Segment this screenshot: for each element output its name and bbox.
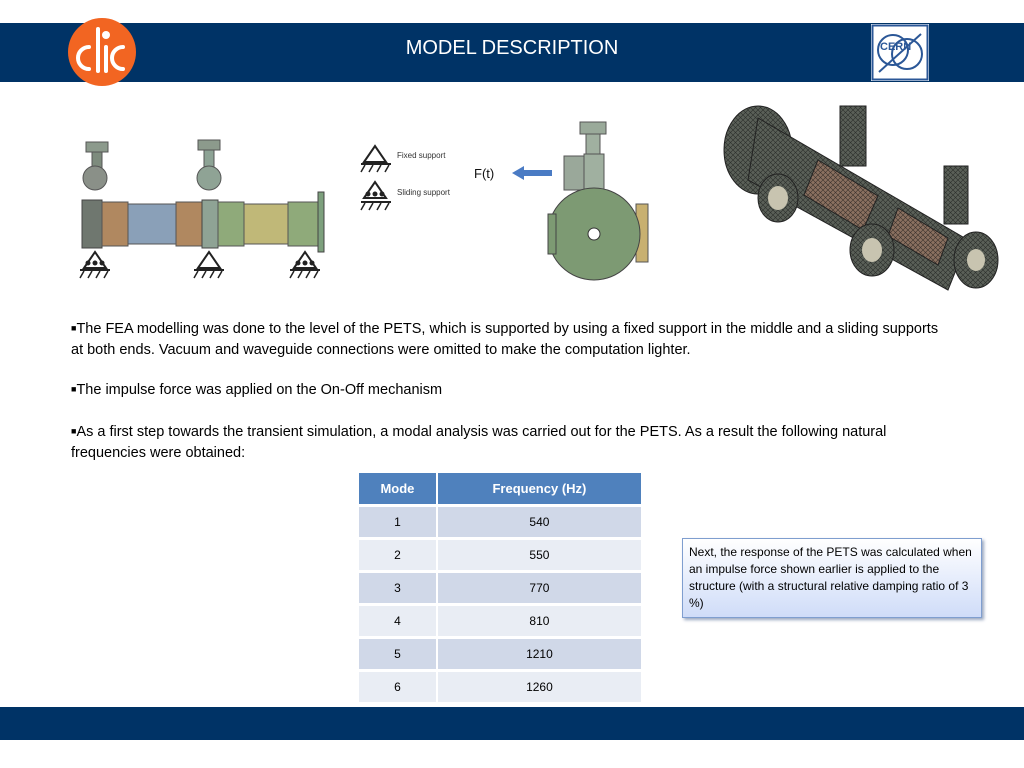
column-header-frequency: Frequency (Hz) xyxy=(437,473,641,506)
table-cell-mode: 5 xyxy=(359,638,437,671)
table-header-row xyxy=(359,473,641,506)
clic-logo xyxy=(67,17,137,87)
paragraph-fea-modelling: ■The FEA modelling was done to the level of the PETS, which is supported by using a fixed support in the middle and a sliding supports at both ends. Vacuum and waveguide connections were omitted to make the computation lighter. xyxy=(71,321,939,358)
paragraph-modal-analysis: ■As a first step towards the transient simulation, a modal analysis was carried out for the PETS. As a result the following natural frequencies were obtained: xyxy=(71,424,887,461)
table-cell-frequency: 810 xyxy=(437,605,641,638)
bullet-icon: ■ xyxy=(71,384,77,394)
legend-fixed-support: Fixed support xyxy=(397,151,446,160)
table-row xyxy=(359,506,641,539)
table-cell-mode: 1 xyxy=(359,506,437,539)
table-cell-frequency: 770 xyxy=(437,572,641,605)
table-cell-frequency: 1210 xyxy=(437,638,641,671)
table-cell-mode: 4 xyxy=(359,605,437,638)
bullet-icon: ■ xyxy=(71,323,77,333)
table-cell-mode: 3 xyxy=(359,572,437,605)
column-header-mode: Mode xyxy=(359,473,437,506)
table-row xyxy=(359,539,641,572)
legend-sliding-support: Sliding support xyxy=(397,188,450,197)
pets-side-view-figure xyxy=(74,130,330,290)
force-label: F(t) xyxy=(474,166,495,181)
page-title: MODEL DESCRIPTION xyxy=(405,37,619,59)
cern-logo xyxy=(871,24,929,81)
table-cell-frequency: 550 xyxy=(437,539,641,572)
table-row xyxy=(359,605,641,638)
pets-front-view-figure xyxy=(540,118,652,286)
table-row xyxy=(359,638,641,671)
table-row xyxy=(359,572,641,605)
bullet-icon: ■ xyxy=(71,426,77,436)
table-cell-frequency: 1260 xyxy=(437,671,641,703)
frequency-table xyxy=(359,473,641,702)
support-legend-symbols xyxy=(359,142,395,216)
pets-mesh-3d-figure xyxy=(718,100,1018,300)
table-row xyxy=(359,671,641,703)
table-cell-frequency: 540 xyxy=(437,506,641,539)
impulse-response-note: Next, the response of the PETS was calculated when an impulse force shown earlier is applied to the structure (with a structural relative damping ratio of 3 %) xyxy=(682,538,982,618)
cern-logo-text: CERN xyxy=(880,41,912,53)
footer-band xyxy=(0,707,1024,740)
table-cell-mode: 2 xyxy=(359,539,437,572)
paragraph-impulse-force: ■The impulse force was applied on the On-Off mechanism xyxy=(71,382,443,398)
table-cell-mode: 6 xyxy=(359,671,437,703)
